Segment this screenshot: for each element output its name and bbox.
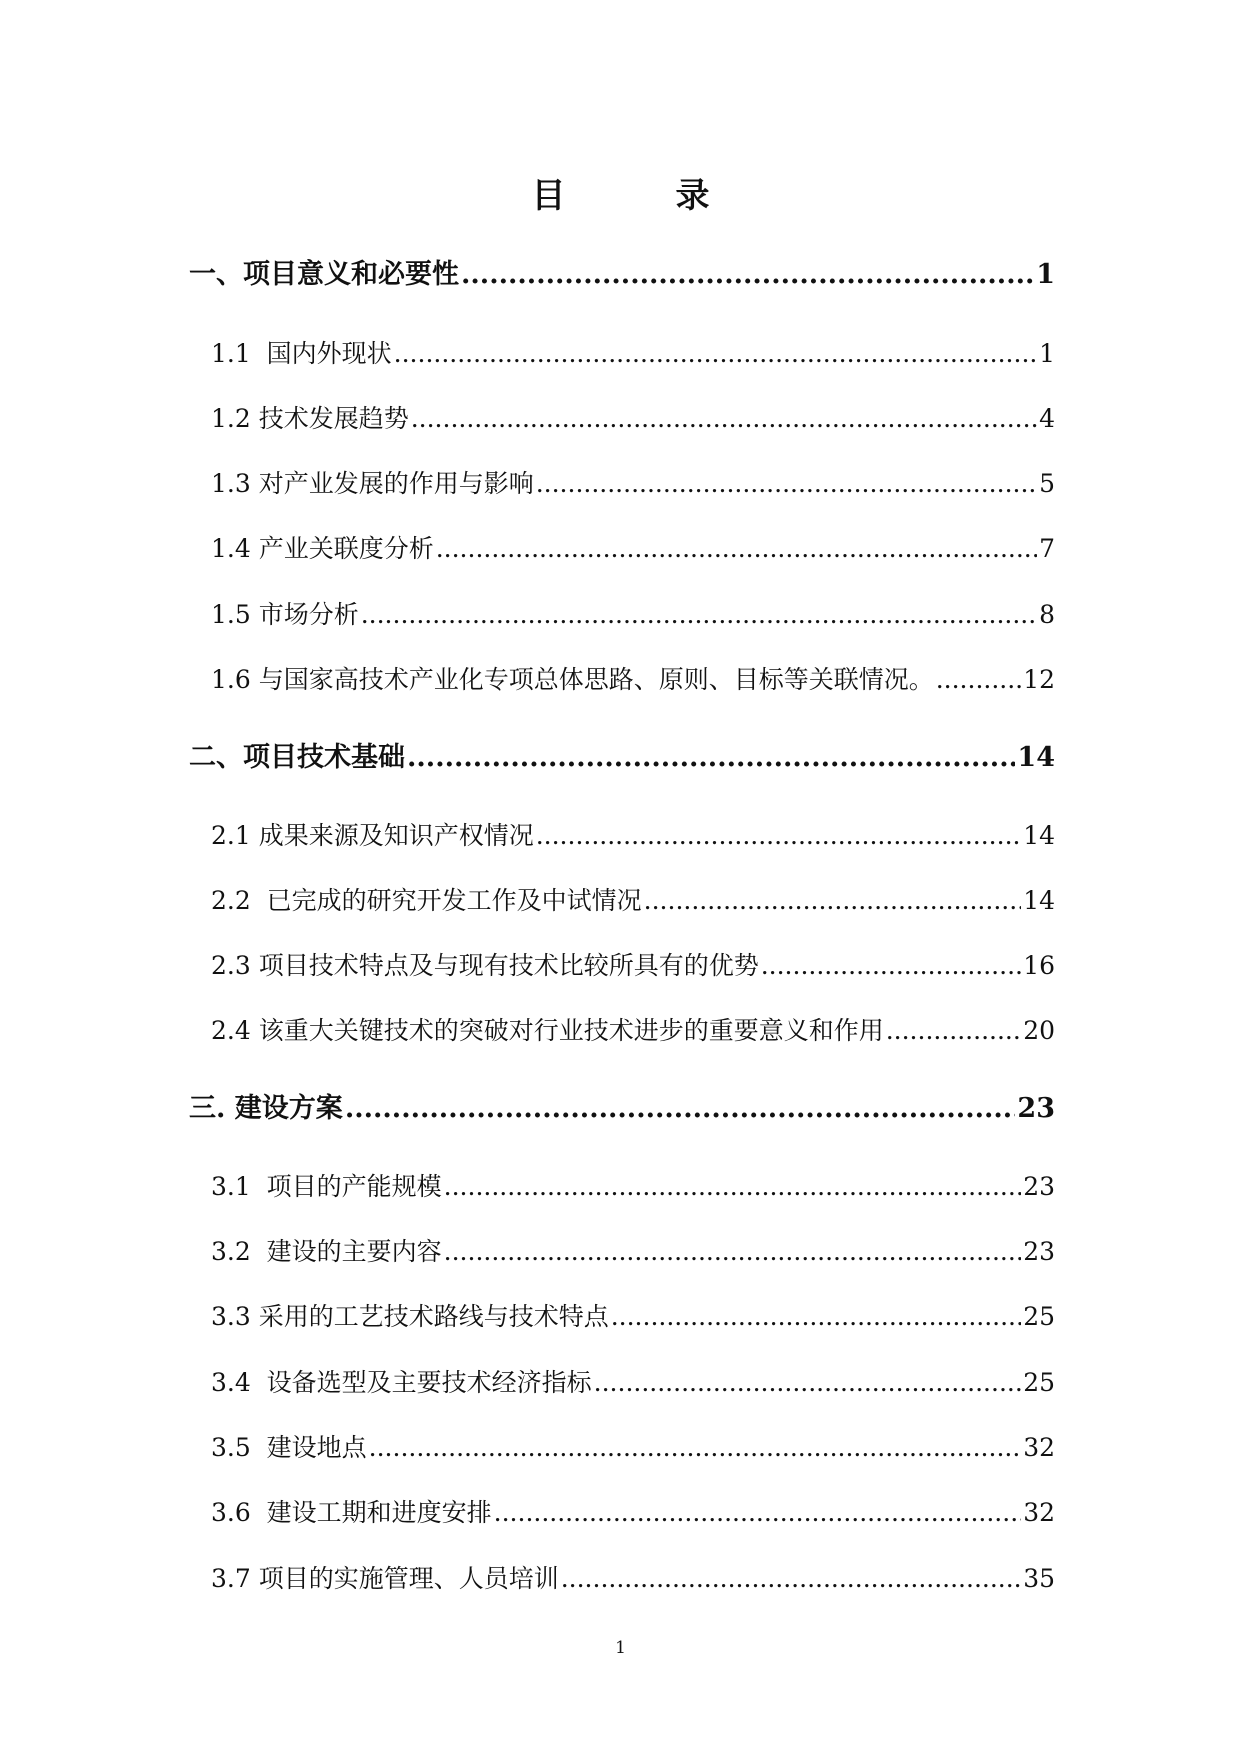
toc-entry-3-1[interactable] (211, 1166, 1055, 1208)
toc-entry-3-6[interactable] (211, 1492, 1055, 1534)
toc-entry-2-2[interactable] (211, 880, 1055, 922)
toc-entry-text: 3.6 建设工期和进度安排 (211, 1498, 492, 1527)
toc-leader-dots (411, 398, 1037, 440)
toc-entry-page: 14 (1023, 886, 1055, 915)
toc-leader-dots (436, 528, 1037, 570)
toc-entry-text: 2.2 已完成的研究开发工作及中试情况 (211, 886, 642, 915)
toc-leader-dots (345, 1088, 1016, 1130)
toc-entry-3-7[interactable] (211, 1558, 1055, 1600)
toc-entry-text: 3.3 采用的工艺技术路线与技术特点 (211, 1302, 609, 1331)
toc-entry-section-1[interactable] (189, 254, 1055, 296)
toc-entry-text: 3.2 建设的主要内容 (211, 1237, 442, 1266)
toc-entry-1-4[interactable] (211, 528, 1055, 570)
toc-entry-text: 3.5 建设地点 (211, 1433, 367, 1462)
toc-entry-page: 20 (1023, 1016, 1055, 1045)
toc-leader-dots (461, 254, 1034, 296)
toc-entry-3-3[interactable] (211, 1296, 1055, 1338)
toc-entry-3-4[interactable] (211, 1362, 1055, 1404)
toc-leader-dots (369, 1427, 1022, 1469)
toc-entry-text: 3.7 项目的实施管理、人员培训 (211, 1564, 559, 1593)
toc-leader-dots (361, 594, 1037, 636)
toc-leader-dots (407, 737, 1015, 779)
toc-leader-dots (761, 945, 1021, 987)
toc-leader-dots (444, 1166, 1022, 1208)
toc-entry-page: 23 (1023, 1237, 1055, 1266)
toc-entry-page: 14 (1017, 742, 1055, 773)
toc-entry-text: 1.3 对产业发展的作用与影响 (211, 469, 534, 498)
toc-leader-dots (936, 659, 1021, 701)
toc-leader-dots (886, 1010, 1021, 1052)
toc-entry-text: 3.1 项目的产能规模 (211, 1172, 442, 1201)
toc-leader-dots (536, 463, 1037, 505)
toc-entry-text: 1.5 市场分析 (211, 600, 359, 629)
toc-entry-section-3[interactable] (189, 1088, 1055, 1130)
toc-entry-page: 32 (1023, 1498, 1055, 1527)
toc-entry-text: 2.1 成果来源及知识产权情况 (211, 821, 534, 850)
toc-entry-page: 23 (1017, 1093, 1055, 1124)
toc-entry-2-4[interactable] (211, 1010, 1055, 1052)
toc-entry-page: 32 (1023, 1433, 1055, 1462)
toc-entry-page: 8 (1039, 600, 1055, 629)
toc-entry-text: 1.4 产业关联度分析 (211, 534, 434, 563)
toc-entry-text: 2.3 项目技术特点及与现有技术比较所具有的优势 (211, 951, 759, 980)
toc-entry-3-2[interactable] (211, 1231, 1055, 1273)
toc-entry-text: 2.4 该重大关键技术的突破对行业技术进步的重要意义和作用 (211, 1016, 884, 1045)
toc-entry-3-5[interactable] (211, 1427, 1055, 1469)
toc-leader-dots (561, 1558, 1021, 1600)
toc-entry-page: 7 (1039, 534, 1055, 563)
toc-entry-1-5[interactable] (211, 594, 1055, 636)
toc-entry-text: 3.4 设备选型及主要技术经济指标 (211, 1368, 592, 1397)
toc-entry-page: 1 (1039, 339, 1055, 368)
toc-leader-dots (644, 880, 1022, 922)
toc-entry-1-1[interactable] (211, 333, 1055, 375)
toc-entry-page: 16 (1023, 951, 1055, 980)
toc-title: 目 录 (531, 176, 748, 216)
toc-entry-text: 三. 建设方案 (189, 1093, 343, 1124)
toc-entry-text: 二、项目技术基础 (189, 742, 405, 773)
toc-entry-section-2[interactable] (189, 737, 1055, 779)
toc-entry-page: 25 (1023, 1368, 1055, 1397)
toc-entry-page: 23 (1023, 1172, 1055, 1201)
toc-entry-2-1[interactable] (211, 815, 1055, 857)
toc-entry-page: 12 (1023, 665, 1055, 694)
toc-entry-1-2[interactable] (211, 398, 1055, 440)
toc-entry-page: 5 (1039, 469, 1055, 498)
toc-entry-1-6[interactable] (211, 659, 1055, 701)
toc-leader-dots (394, 333, 1037, 375)
toc-leader-dots (494, 1492, 1022, 1534)
page-number-footer: 1 (615, 1638, 626, 1658)
toc-entry-page: 14 (1023, 821, 1055, 850)
toc-entry-page: 4 (1039, 404, 1055, 433)
toc-entry-text: 1.1 国内外现状 (211, 339, 392, 368)
toc-entry-page: 35 (1023, 1564, 1055, 1593)
toc-leader-dots (611, 1296, 1021, 1338)
toc-entry-page: 1 (1036, 259, 1055, 290)
toc-leader-dots (594, 1362, 1022, 1404)
toc-entry-1-3[interactable] (211, 463, 1055, 505)
toc-entry-text: 一、项目意义和必要性 (189, 259, 459, 290)
toc-entry-2-3[interactable] (211, 945, 1055, 987)
toc-entry-text: 1.6 与国家高技术产业化专项总体思路、原则、目标等关联情况。 (211, 665, 934, 694)
toc-leader-dots (536, 815, 1021, 857)
toc-leader-dots (444, 1231, 1022, 1273)
toc-entry-text: 1.2 技术发展趋势 (211, 404, 409, 433)
toc-entry-page: 25 (1023, 1302, 1055, 1331)
